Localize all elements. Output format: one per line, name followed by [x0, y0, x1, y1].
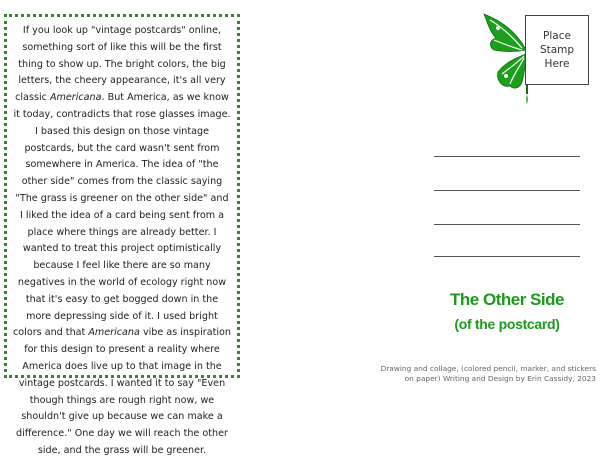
message-text-part-1: If you look up "vintage postcards" online, something sort of like this will be the first thing to show up. The bright colors, the big letters, the cheery appearance, it's all very classic [15, 25, 226, 104]
message-text-part-2: . But America, as we know it today, contradicts that rose glasses image. I based this design on those vintage postcards, but the card wasn't sent from somewhere in America. The idea of "the other side" comes from the classic saying "The grass is greener on the other side" and I liked the idea of a card being sent from a place where things are already better. I wanted to treat this project optimistically because I feel like there are so many negatives in the world of ecology right now that it's easy to get bogged down in the more depressing side of it. I used bright colors and that [13, 92, 231, 339]
address-line-3 [434, 224, 580, 225]
postcard-title: The Other Side [450, 290, 564, 309]
message-text-part-3: vibe as inspiration for this design to present a reality where America does live up to that image in the vintage postcards. I wanted it to say "Even though things are rough right now, we shouldn't give up because we can make a difference." One day we will reach the other side, and the grass will be greener. [16, 327, 231, 456]
address-line-4 [434, 256, 580, 257]
message-text-emphasis-2: Americana [88, 327, 140, 339]
credit-line-1: Drawing and collage, (colored pencil, marker, and stickers [380, 364, 596, 373]
message-text-emphasis-1: Americana [49, 92, 102, 104]
credit-text [350, 364, 596, 384]
message-text-box [4, 14, 240, 456]
butterfly-icon [478, 10, 530, 106]
stamp-label-line-2: Stamp [539, 44, 575, 56]
address-line-2 [434, 190, 580, 191]
stamp-label-line-3: Here [544, 58, 570, 70]
stamp-box [525, 15, 589, 85]
credit-line-2: on paper) Writing and Design by Erin Cassidy, 2023 [404, 374, 596, 383]
stamp-label-line-1: Place [543, 30, 571, 42]
address-line-1 [434, 156, 580, 157]
postcard-subtitle: (of the postcard) [454, 316, 560, 332]
